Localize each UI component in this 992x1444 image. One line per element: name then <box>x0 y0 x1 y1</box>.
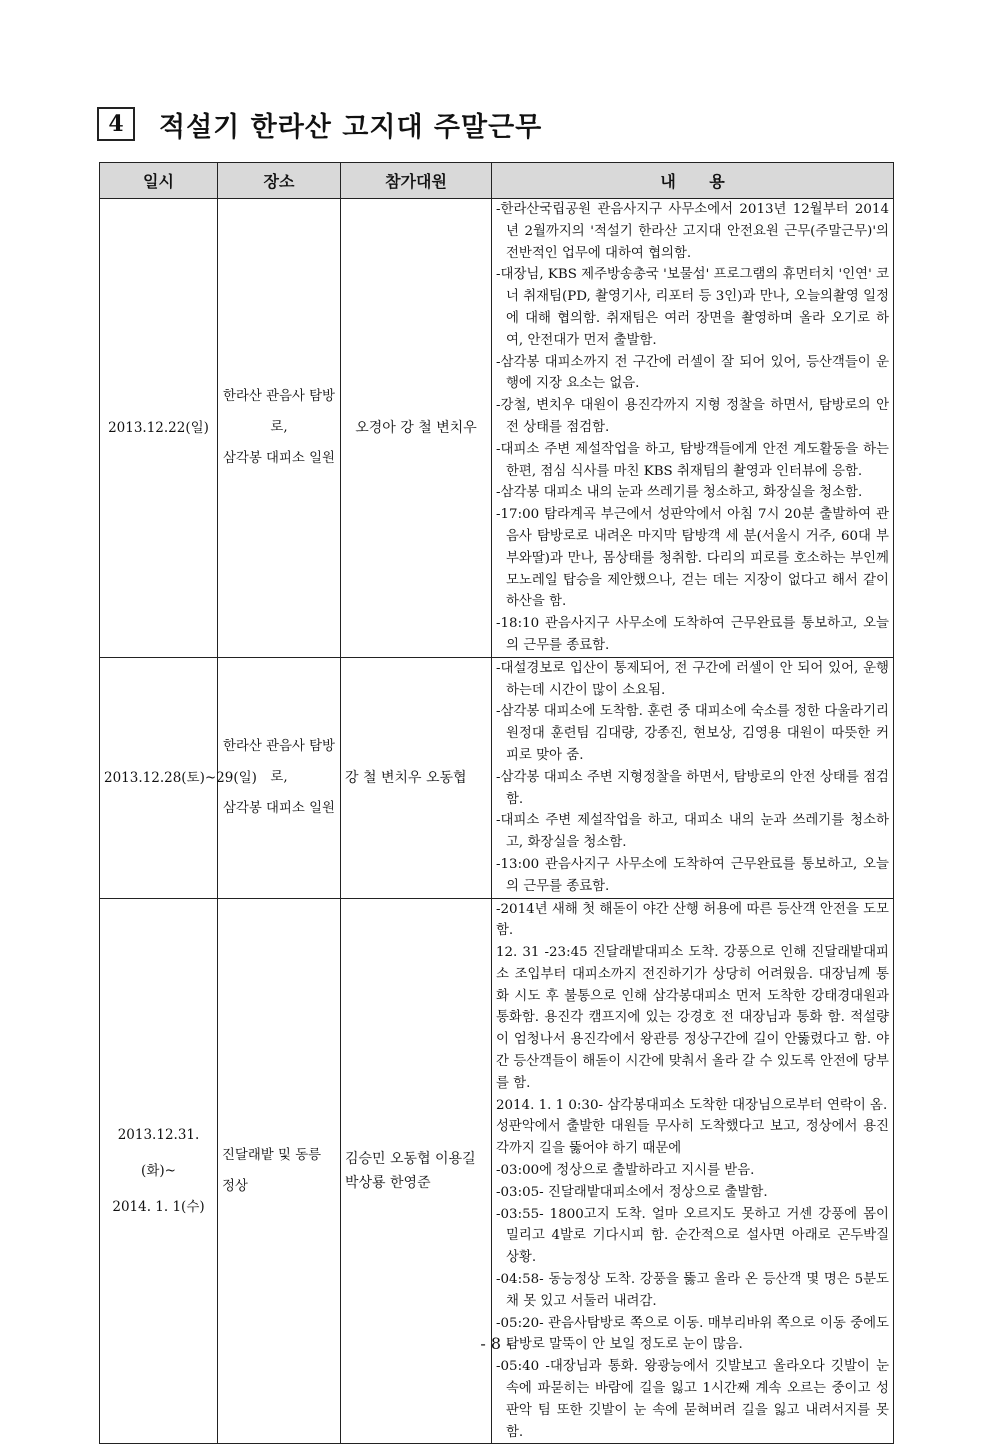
date-line: 2013.12.28(토)~29(일) <box>104 769 257 786</box>
date-line: 2013.12.22(일) <box>108 419 209 436</box>
place-line: 삼각봉 대피소 일원 <box>223 801 335 817</box>
content-item: -2014년 새해 첫 해돋이 야간 산행 허용에 따른 등산객 안전을 도모함. <box>496 901 889 939</box>
header-date: 일시 <box>100 163 218 199</box>
content-item: 12. 31 -23:45 진달래밭대피소 도착. 강풍으로 인해 진달래밭대피소 조입부터 대피소까지 전진하기가 상당히 어려웠음. 대장님께 통화 시도 후 불통으로 인해 삼각봉대피소 먼저 도착한 강태경대원과 통화함. 용진각 캠프지에 있는 강경호 전 대장님과 통화 함. 적설량이 엄청나서 용진각에서 왕관릉 정상구간에 길이 안뚫렸다고 함. 야간 등산객들이 해돋이 시간에 맞춰서 올라 갈 수 있도록 안전에 당부를 함. <box>496 945 889 1091</box>
content-item: -삼각봉 대피소까지 전 구간에 러셀이 잘 되어 있어, 등산객들이 운행에 지장 요소는 없음. <box>496 354 889 392</box>
content-item: -삼각봉 대피소 내의 눈과 쓰레기를 청소하고, 화장실을 청소함. <box>496 485 863 501</box>
content-item: 성판악에서 출발한 대원들 무사히 도착했다고 보고, 정상에서 용진각까지 길을 뚫어야 하기 때문에 <box>496 1119 889 1157</box>
date-line: 2014. 1. 1(수) <box>112 1198 205 1215</box>
participants-line: 강 철 변치우 오동협 <box>345 769 467 786</box>
content-cell <box>492 898 894 1444</box>
content-item: -18:10 관음사지구 사무소에 도착하여 근무완료를 통보하고, 오늘의 근무를 종료함. <box>496 616 889 653</box>
section-title: 적설기 한라산 고지대 주말근무 <box>159 111 543 143</box>
place-cell <box>218 199 341 658</box>
table-row <box>100 199 894 658</box>
date-cell <box>100 898 218 1444</box>
place-line: 한라산 관음사 탐방로, <box>223 389 335 436</box>
header-content: 내 용 <box>492 163 894 199</box>
participants-cell <box>341 898 492 1444</box>
content-item: -대피소 주변 제설작업을 하고, 탐방객들에게 안전 계도활동을 하는 한편, 점심 식사를 마친 KBS 취재팀의 촬영과 인터뷰에 응함. <box>496 441 889 479</box>
participants-line: 박상룡 한영준 <box>345 1174 431 1191</box>
content-item: -삼각봉 대피소 주변 지형정찰을 하면서, 탐방로의 안전 상태를 점검함. <box>496 769 889 807</box>
content-item: -대피소 주변 제설작업을 하고, 대피소 내의 눈과 쓰레기를 청소하고, 화장실을 청소함. <box>496 813 889 851</box>
content-item: -05:40 -대장님과 통화. 왕광능에서 깃발보고 올라오다 깃발이 눈 속에 파묻히는 바람에 길을 잃고 1시간째 계속 오르는 중이고 성판악 팀 또한 깃발이 눈 속에 묻혀버려 길을 잃고 내려서지를 못함. <box>496 1359 889 1440</box>
activity-log-table <box>99 162 894 1444</box>
content-cell <box>492 199 894 658</box>
table-row <box>100 657 894 898</box>
section-number-box: 4 <box>97 107 135 141</box>
content-item: -03:55- 1800고지 도착. 얼마 오르지도 못하고 거센 강풍에 몸이 밀리고 4발로 기다시피 함. 순간적으로 설사면 아래로 곤두박질 상황. <box>496 1206 889 1266</box>
content-item: -한라산국립공원 관음사지구 사무소에서 2013년 12월부터 2014년 2월까지의 '적설기 한라산 고지대 안전요원 근무(주말근무)'의 전반적인 업무에 대하여 협의함. <box>496 202 889 261</box>
page-number: - 8 - <box>480 1334 512 1353</box>
content-item: -13:00 관음사지구 사무소에 도착하여 근무완료를 통보하고, 오늘의 근무를 종료함. <box>496 856 889 894</box>
content-item: -강철, 변치우 대원이 용진각까지 지형 정찰을 하면서, 탐방로의 안전 상태를 점검함. <box>496 398 889 435</box>
date-cell <box>100 199 218 658</box>
content-item: -17:00 탐라계곡 부근에서 성판악에서 아침 7시 20분 출발하여 관음사 탐방로로 내려온 마지막 탐방객 세 분(서울시 거주, 60대 부부와딸)과 만나, 몸상태를 청취함. 다리의 피로를 호소하는 부인께 모노레일 탑승을 제안했으나, 걷는 데는 지장이 없다고 해서 같이 하산을 함. <box>496 507 889 610</box>
table-row <box>100 898 894 1444</box>
content-item: -삼각봉 대피소에 도착함. 훈련 중 대피소에 숙소를 정한 다울라기리 원정대 훈련팀 김대량, 강종진, 현보상, 김영용 대원이 따뜻한 커피로 맞아 줌. <box>496 704 889 763</box>
content-item: -04:58- 동능정상 도착. 강풍을 뚫고 올라 온 등산객 몇 명은 5분도 채 못 있고 서둘러 내려감. <box>496 1272 889 1309</box>
date-cell <box>100 657 257 898</box>
content-item: 2014. 1. 1 0:30- 삼각봉대피소 도착한 대장님으로부터 연락이 옴. <box>496 1097 888 1113</box>
participants-cell <box>341 657 492 898</box>
section-heading <box>97 104 542 144</box>
participants-cell <box>341 199 492 658</box>
content-item: -대장님, KBS 제주방송총국 '보물섬' 프로그램의 휴먼터치 '인연' 코너 취재팀(PD, 촬영기사, 리포터 등 3인)과 만나, 오늘의촬영 일정에 대해 협의함. 취재팀은 여러 장면을 촬영하며 올라 오기로 하여, 안전대가 먼저 출발함. <box>496 267 889 348</box>
content-item: -대설경보로 입산이 통제되어, 전 구간에 러셀이 안 되어 있어, 운행하는데 시간이 많이 소요됨. <box>496 660 889 698</box>
place-line: 삼각봉 대피소 일원 <box>223 451 335 467</box>
participants-line: 오경아 강 철 변치우 <box>355 419 477 436</box>
header-place: 장소 <box>218 163 341 199</box>
content-item: -03:05- 진달래밭대피소에서 정상으로 출발함. <box>496 1184 768 1200</box>
participants-line: 김승민 오동협 이용길 <box>345 1150 476 1167</box>
table-header-row <box>100 163 894 199</box>
place-line: 진달래밭 및 동릉 <box>222 1147 322 1163</box>
content-cell <box>492 657 894 898</box>
content-item: -05:20- 관음사탐방로 쪽으로 이동. 매부리바위 쪽으로 이동 중에도 탐방로 말뚝이 안 보일 정도로 눈이 많음. <box>496 1315 889 1353</box>
date-line: 2013.12.31.(화)~ <box>117 1126 200 1179</box>
place-line: 한라산 관음사 탐방로, <box>223 739 335 786</box>
place-cell <box>218 898 341 1444</box>
content-item: -03:00에 정상으로 출발하라고 지시를 받음. <box>496 1163 755 1179</box>
place-line: 정상 <box>222 1178 248 1194</box>
header-participants: 참가대원 <box>341 163 492 199</box>
